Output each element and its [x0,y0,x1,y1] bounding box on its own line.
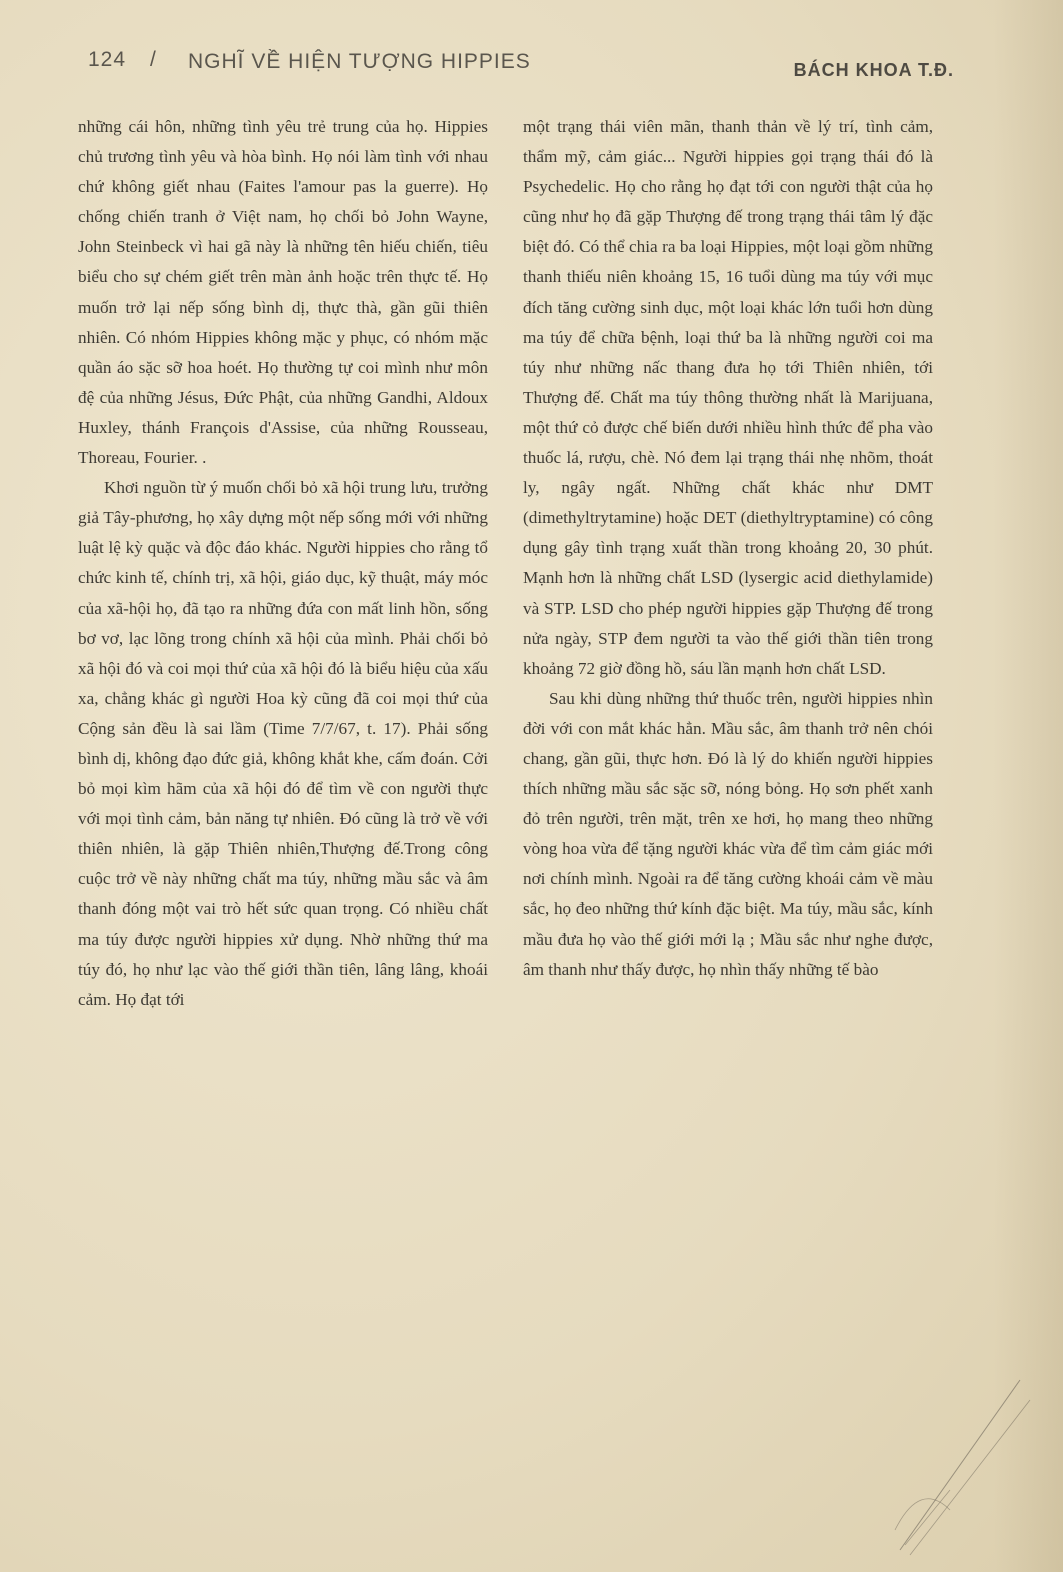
page-number: 124 [88,48,127,71]
paragraph: Khơi nguồn từ ý muốn chối bỏ xã hội trung lưu, trưởng giả Tây-phương, họ xây dựng một nếp sống mới với những luật lệ kỳ quặc và độc đáo khác. Người hippies cho rằng tổ chức kinh tế, chính trị, xã hội, giáo dục, kỹ thuật, máy móc của xã-hội họ, đã tạo ra những đứa con mất linh hồn, sống bơ vơ, lạc lõng trong chính xã hội của mình. Phải chối bỏ xã hội đó và coi mọi thứ của xã hội đó là biểu hiệu của xấu xa, chẳng khác gì người Hoa kỳ cũng đã coi mọi thứ của Cộng sản đều là sai lầm (Time 7/7/67, t. 17). Phải sống bình dị, không đạo đức giả, không khắt khe, cấm đoán. Cởi bỏ mọi kìm hãm của xã hội đó để tìm về con người thực với mọi tình cảm, bản năng tự nhiên. Đó cũng là trở về với thiên nhiên, là gặp Thiên nhiên,Thượng đế.Trong công cuộc trở về này những chất ma túy, những mầu sắc và âm thanh đóng một vai trò hết sức quan trọng. Có nhiều chất ma túy được người hippies xử dụng. Nhờ những thứ ma túy đó, họ như lạc vào thế giới thần tiên, lâng lâng, khoái cảm. Họ đạt tới [78,478,488,1009]
article-title: NGHĨ VỀ HIỆN TƯỢNG HIPPIES [188,50,531,73]
left-column [78,112,488,1015]
header-separator: / [150,48,157,71]
paragraph: Sau khi dùng những thứ thuốc trên, người hippies nhìn đời với con mắt khác hẳn. Mầu sắc, âm thanh trở nên chói chang, gần gũi, thực hơn. Đó là lý do khiến người hippies thích những mầu sắc sặc sỡ, nóng bỏng. Họ sơn phết xanh đỏ trên người, trên mặt, trên xe hơi, họ mang theo những vòng hoa vừa để tặng người khác vừa để tìm cảm giác mới nơi chính mình. Ngoài ra để tăng cường khoái cảm về màu sắc, họ đeo những thứ kính đặc biệt. Ma túy, mầu sắc, kính mầu đưa họ vào thế giới mới lạ ; Mầu sắc như nghe được, âm thanh như thấy được, họ nhìn thấy những tế bào [523,688,933,979]
publication-name: BÁCH KHOA T.Đ. [793,60,954,80]
right-column [523,112,933,985]
page-header [88,40,954,80]
paragraph: những cái hôn, những tình yêu trẻ trung của họ. Hippies chủ trương tình yêu và hòa bình. Họ nói làm tình với nhau chứ không giết nhau (Faites l'amour pas la guerre). Họ chống chiến tranh ở Việt nam, họ chối bỏ John Wayne, John Steinbeck vì hai gã này là những tên hiếu chiến, tiêu biểu cho sự chém giết trên màn ảnh hoặc trên thực tế. Họ muốn trở lại nếp sống bình dị, thực thà, gần gũi thiên nhiên. Có nhóm Hippies không mặc y phục, có nhóm mặc quần áo sặc sỡ hoa hoét. Họ thường tự coi mình như môn đệ của những Jésus, Đức Phật, của những Gandhi, Aldoux Huxley, thánh François d'Assise, của những Rousseau, Thoreau, Fourier. . [78,117,488,468]
paragraph: một trạng thái viên mãn, thanh thản về lý trí, tình cảm, thẩm mỹ, cảm giác... Người hippies gọi trạng thái đó là Psychedelic. Họ cho rằng họ đạt tới con người thật của họ cũng như họ đã gặp Thượng đế trong trạng thái tâm lý đặc biệt đó. Có thể chia ra ba loại Hippies, một loại gồm những thanh thiếu niên khoảng 15, 16 tuổi dùng ma túy với mục đích tăng cường sinh dục, một loại khác lớn tuổi hơn dùng ma túy để chữa bệnh, loại thứ ba là những người coi ma túy như những nấc thang đưa họ tới Thiên nhiên, tới Thượng đế. Chất ma túy thông thường nhất là Marijuana, một thứ cỏ được chế biến dưới nhiều hình thức để pha vào thuốc lá, rượu, chè. Nó đem lại trạng thái nhẹ nhõm, thoát ly, ngây ngất. Những chất khác như DMT (dimethyltrytamine) hoặc DET (diethyltryptamine) có công dụng gây tình trạng xuất thần trong khoảng 20, 30 phút. Mạnh hơn là những chất LSD (lysergic acid diethylamide) và STP. LSD cho phép người hippies gặp Thượng đế trong nửa ngày, STP đem người ta vào thế giới thần tiên trong khoảng 72 giờ đồng hồ, sáu lần mạnh hơn chất LSD. [523,117,933,678]
pencil-marks [890,1360,1040,1560]
